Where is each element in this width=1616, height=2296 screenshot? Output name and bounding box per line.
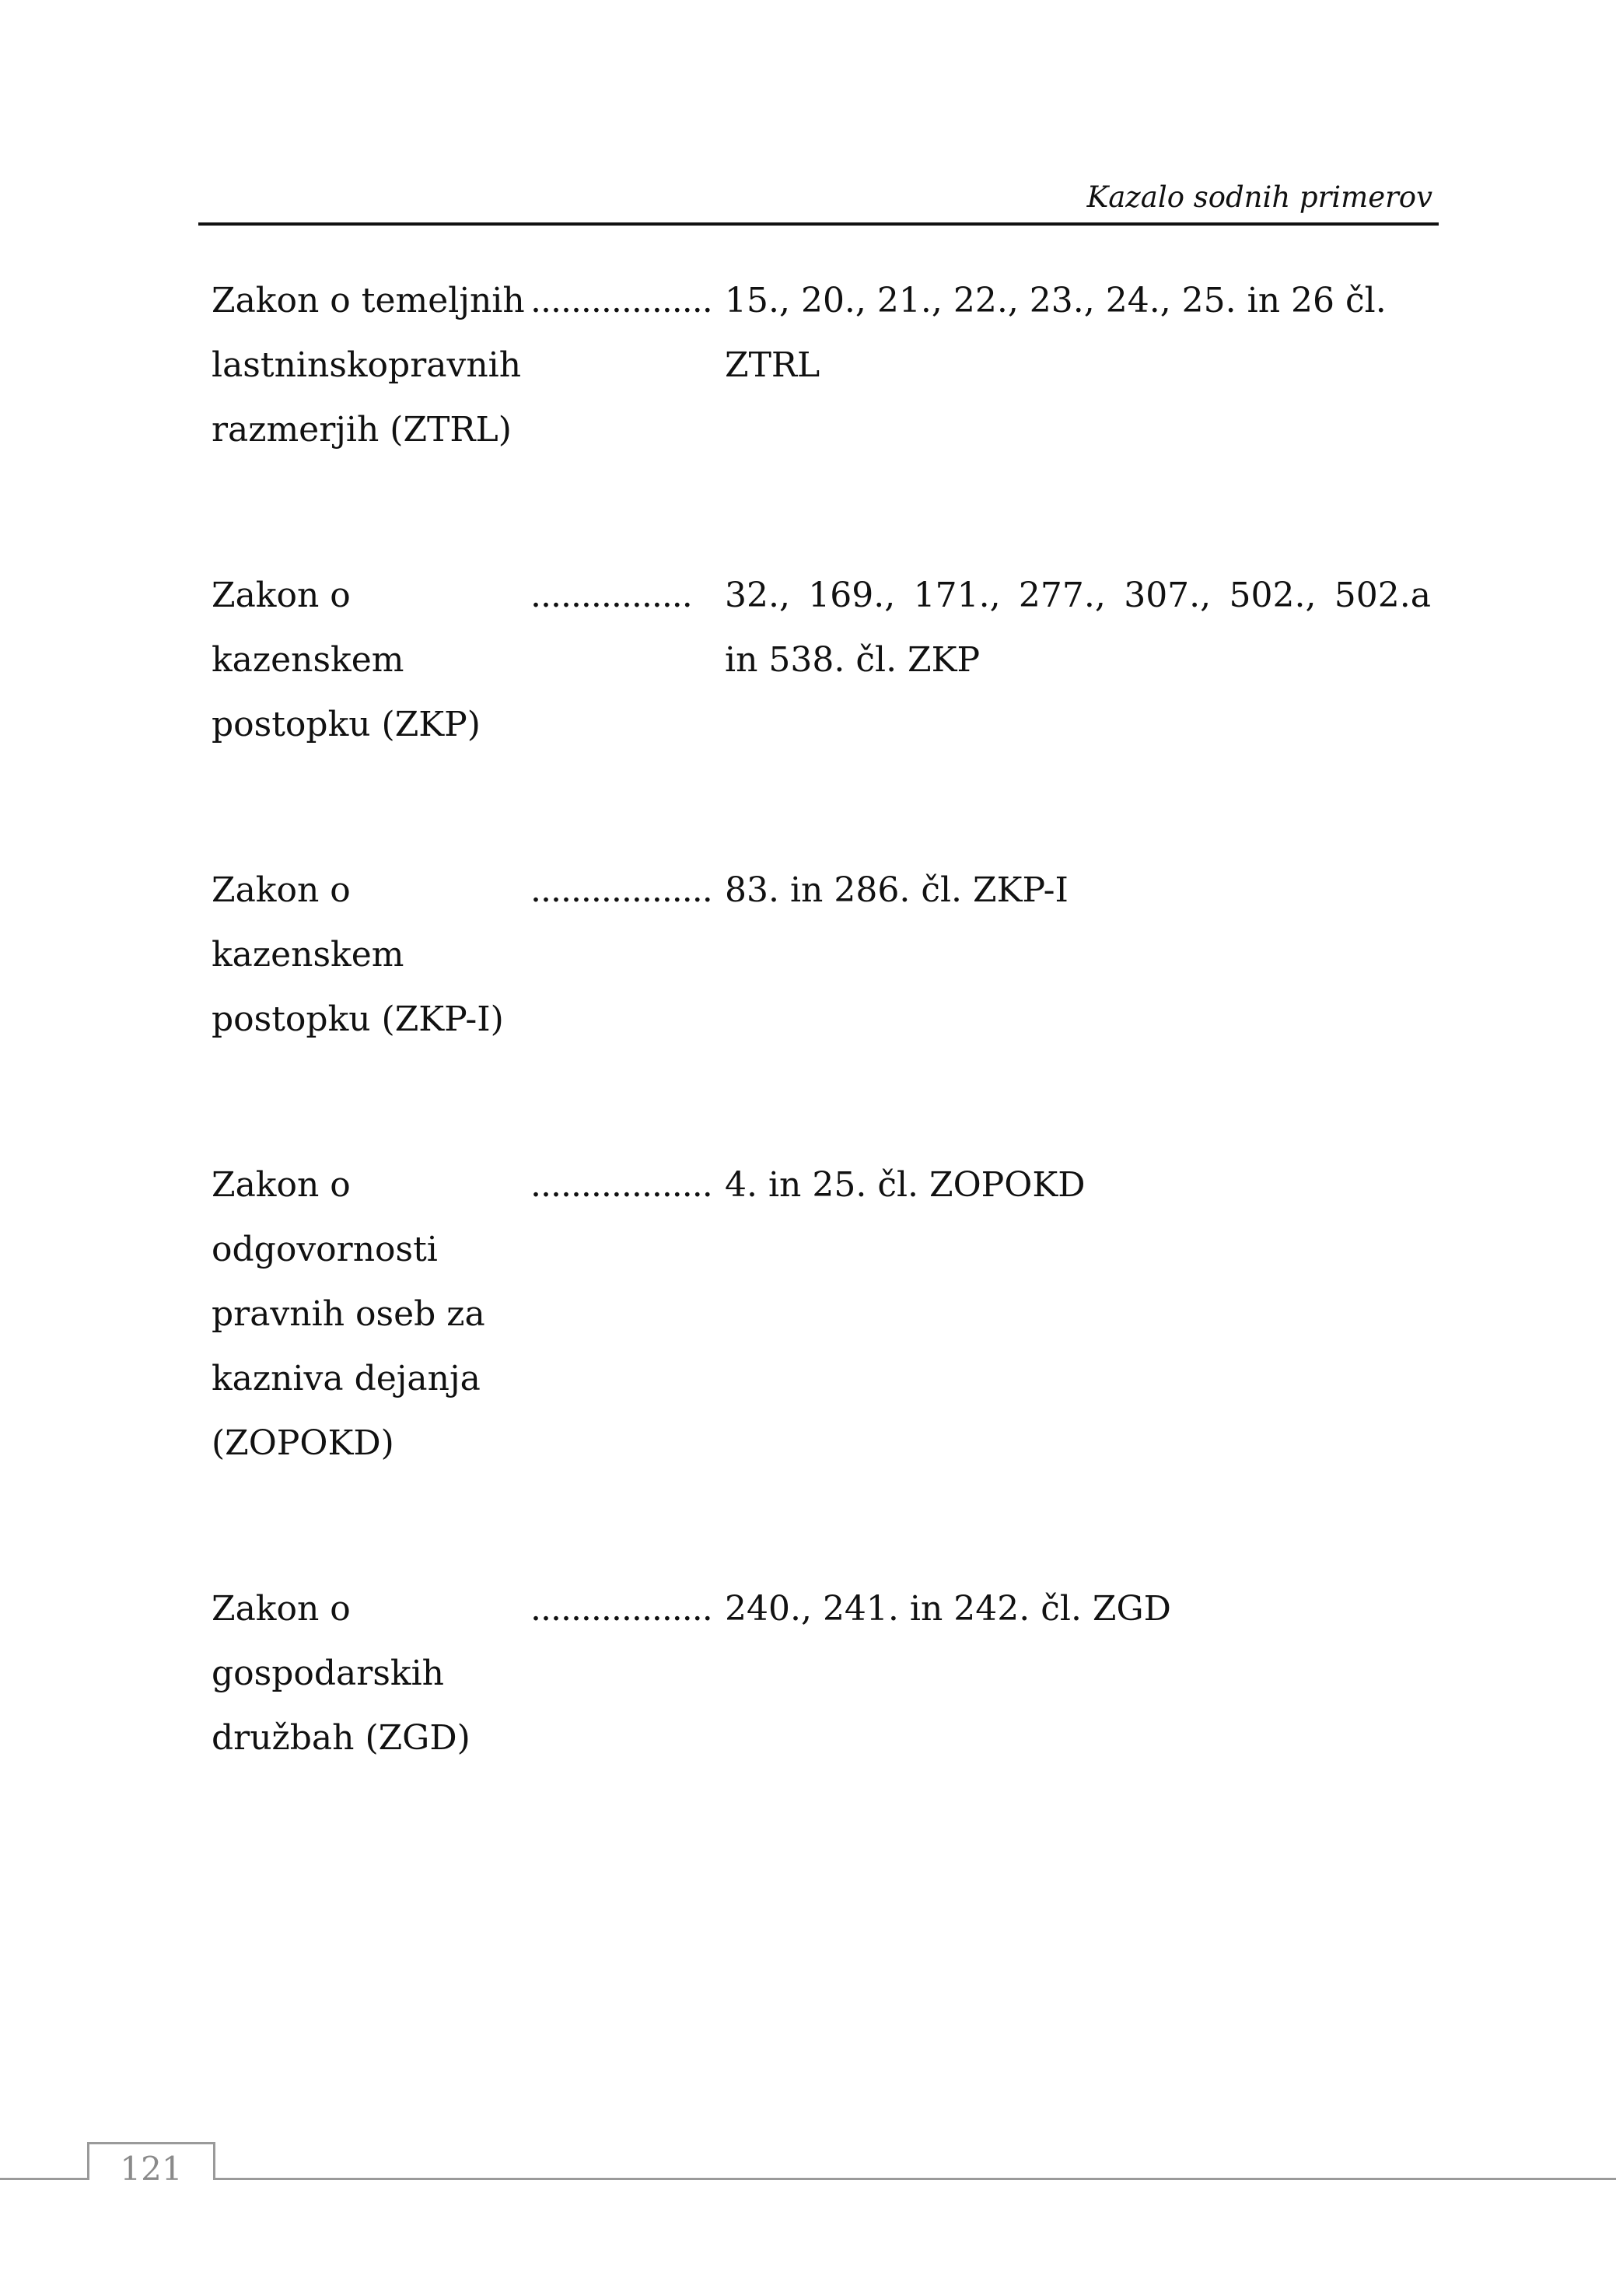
page-number: 121 [120, 2150, 183, 2188]
running-header [198, 176, 1439, 226]
index-entry [212, 268, 1432, 462]
running-header-title: Kazalo sodnih primerov [1086, 180, 1432, 214]
entry-references: 32., 169., 171., 277., 307., 502., 502.a in 538. čl. ZKP [725, 576, 1431, 680]
entry-references: 240., 241. in 242. čl. ZGD [725, 1589, 1171, 1629]
page-number-tab [87, 2142, 215, 2188]
index-entry [212, 1153, 1432, 1475]
entry-term: Zakon o kazenskem postopku (ZKP-I) [212, 870, 504, 1039]
entry-dot-leader: .................. [530, 1165, 712, 1205]
entry-dot-leader: .................. [530, 870, 712, 910]
index-entries [212, 268, 1432, 1770]
entry-term: Zakon o odgovornosti pravnih oseb za kazniva dejanja (ZOPOKD) [212, 1165, 485, 1463]
entry-dot-leader: .................. [530, 1589, 712, 1629]
index-entry [212, 858, 1432, 1052]
entry-references: 83. in 286. čl. ZKP-I [725, 870, 1069, 910]
footer-rule [0, 2178, 87, 2180]
entry-dot-leader: .................. [530, 281, 712, 320]
footer-rule [215, 2178, 1616, 2180]
entry-references: 4. in 25. čl. ZOPOKD [725, 1165, 1086, 1205]
entry-term: Zakon o gospodarskih družbah (ZGD) [212, 1589, 470, 1758]
index-entry [212, 563, 1432, 757]
entry-dot-leader: ................ [530, 576, 692, 615]
entry-references: 15., 20., 21., 22., 23., 24., 25. in 26 čl. ZTRL [725, 281, 1387, 385]
index-entry [212, 1577, 1432, 1770]
entry-term: Zakon o kazenskem postopku (ZKP) [212, 576, 481, 744]
page-footer [0, 2139, 1616, 2186]
entry-term: Zakon o temeljnih lastninskopravnih razmerjih (ZTRL) [212, 281, 525, 450]
